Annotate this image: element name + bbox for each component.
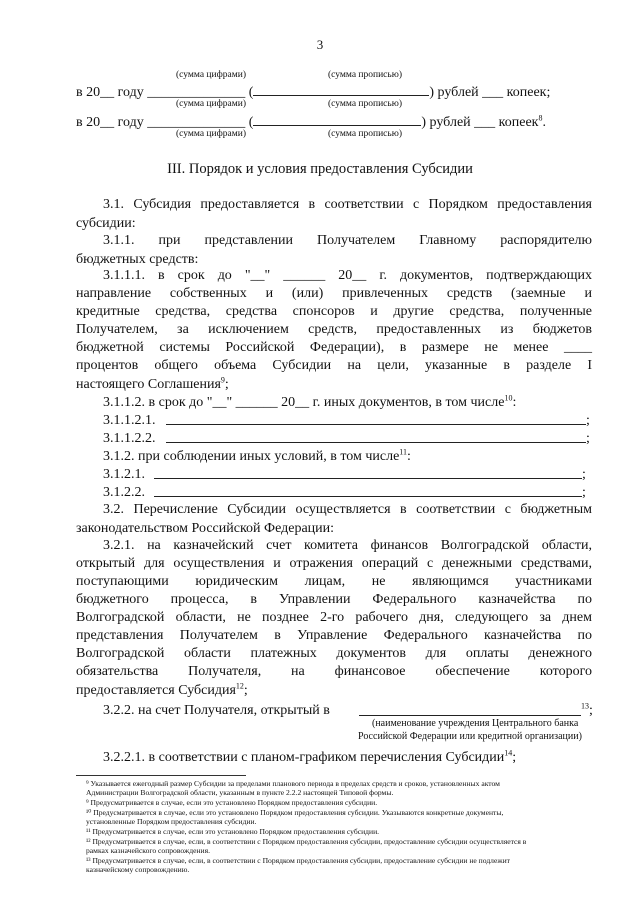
footnote-9b-line-1: ⁹ Предусматривается в случае, если это установлено Порядком предоставления субсидии. [86, 798, 378, 807]
year-row-1-prefix: в 20__ году ______________ ( [76, 85, 254, 100]
page-number: 3 [316, 37, 324, 52]
year-row-2-suffix: ) рублей ___ копеек [421, 115, 539, 130]
p321-line-1: 3.2.1. на казначейский счет комитета финансов Волгоградской области, [103, 538, 592, 553]
p32-line-2: законодательством Российской Федерации: [76, 521, 335, 536]
p321-line-7: Волгоградской области платежных документов для оплаты денежного [76, 646, 592, 661]
p321-line-9 [76, 682, 248, 699]
footnote-11 [86, 827, 379, 836]
caption-sum-digits: (сумма цифрами) [176, 70, 246, 80]
footnote-10 [86, 808, 503, 827]
p312-text: 3.1.2. при соблюдении иных условий, в том числе [103, 449, 400, 464]
footnote-12-line-1: ¹² Предусматривается в случае, если, в соответствии с Порядком предоставления субсидии, предоставление субсидии осуществляется в [86, 837, 527, 846]
footnote-ref-10: 10 [504, 393, 513, 403]
p31-line-1: 3.1. Субсидия предоставляется в соответствии с Порядком предоставления [103, 197, 592, 212]
p3221-end: ; [512, 750, 517, 765]
p321-line-8: обязательства Получателя, на финансовое обеспечение которого [76, 664, 592, 679]
item-3122-semicolon: ; [582, 485, 586, 500]
item-31121-semicolon: ; [586, 413, 590, 428]
footnote-12 [86, 837, 526, 856]
p321-line-6: представления Получателем в Управление Федерального казначейства по [76, 628, 592, 643]
caption-sum-words-3: (сумма прописью) [328, 129, 402, 139]
p3111-end: ; [224, 377, 229, 392]
footnote-10-line-2: установленные Порядком предоставления субсидии. [86, 817, 257, 827]
section-title: III. Порядок и условия предоставления Субсидии [167, 161, 473, 177]
footnote-13 [86, 856, 510, 875]
p322-end: ; [589, 703, 593, 718]
year-row-2-prefix: в 20__ году ______________ ( [76, 115, 254, 130]
p3111-line-7-text: настоящего Соглашения [76, 377, 221, 392]
footnote-11-line-1: ¹¹ Предусматривается в случае, если это установлено Порядком предоставления субсидии. [86, 827, 380, 836]
p3112 [103, 394, 516, 411]
footnote-9a [86, 779, 500, 798]
footnote-ref-11: 11 [399, 447, 407, 457]
p321-line-3: поступающими юридическим лицам, не являющимся участниками [76, 574, 592, 589]
year-row-1-words-blank [253, 83, 429, 96]
p321-line-4: бюджетного процесса, в Управлении Федерального казначейства по [76, 592, 592, 607]
footnote-10-line-1: ¹⁰ Предусматривается в случае, если это установлено Порядком предоставления субсидии. Указываются конкретные документы, [86, 808, 504, 817]
item-3121: 3.1.2.1. [103, 467, 145, 482]
p321-line-5: Волгоградской области, не позднее 2-го рабочего дня, следующего за днем [76, 610, 592, 625]
blank-line-31122 [166, 442, 586, 443]
year-row-2-words-blank [253, 113, 421, 126]
footnote-ref-13: 13 [581, 701, 589, 711]
p3111-line-2: направление собственных и (или) привлеченных средств (заемные и [76, 286, 592, 301]
blank-line-3122 [154, 496, 582, 497]
p32-line-1: 3.2. Перечисление Субсидии осуществляется в соответствии с бюджетным [103, 502, 592, 517]
year-row-2 [76, 113, 546, 131]
item-31122: 3.1.1.2.2. [103, 431, 156, 446]
p3221-text: 3.2.2.1. в соответствии с планом-графиком перечисления Субсидии [103, 750, 505, 765]
p3111-line-1: 3.1.1.1. в срок до "__" ______ 20__ г. документов, подтверждающих [103, 268, 592, 283]
year-row-1 [76, 83, 550, 101]
footnote-ref-14: 14 [504, 748, 513, 758]
p3112-text: 3.1.1.2. в срок до "__" ______ 20__ г. иных документов, в том числе [103, 395, 505, 410]
item-31122-semicolon: ; [586, 431, 590, 446]
footnote-separator [76, 775, 246, 776]
blank-line-3121 [154, 478, 582, 479]
caption-sum-digits-3: (сумма цифрами) [176, 129, 246, 139]
year-row-2-end: . [542, 115, 546, 130]
caption-sum-words: (сумма прописью) [328, 70, 402, 80]
caption-sum-words-2: (сумма прописью) [328, 99, 402, 109]
item-3122: 3.1.2.2. [103, 485, 145, 500]
p3111-line-6: процентов общего объема Субсидии на цели, указанные в разделе I [76, 358, 592, 373]
year-row-1-suffix: ) рублей ___ копеек; [429, 85, 551, 100]
blank-line-bank [359, 715, 581, 716]
p311-line-1: 3.1.1. при представлении Получателем Главному распорядителю [103, 233, 592, 248]
footnote-ref-8: 8 [538, 113, 543, 123]
p322: 3.2.2. на счет Получателя, открытый в [103, 703, 330, 718]
footnote-9a-line-1: ⁹ Указывается ежегодный размер Субсидии за пределами планового периода в пределах средств и сроков, установленных актом [86, 779, 500, 788]
p31-line-2: субсидии: [76, 216, 136, 231]
p312-end: : [407, 449, 411, 464]
footnote-ref-12: 12 [235, 681, 244, 691]
p3111-line-5: бюджетной системы Российской Федерации), в размере не менее ____ [76, 340, 592, 355]
blank-line-31121 [166, 424, 586, 425]
p321-line-9-text: предоставляется Субсидия [76, 683, 236, 698]
caption-sum-digits-2: (сумма цифрами) [176, 99, 246, 109]
item-3121-semicolon: ; [582, 467, 586, 482]
p311-line-2: бюджетных средств: [76, 252, 199, 267]
p3111-line-7 [76, 376, 229, 393]
caption-bank-2: Российской Федерации или кредитной организации) [358, 731, 582, 742]
p3111-line-4: Получателем, за исключением средств, предоставленных из бюджетов [76, 322, 592, 337]
footnote-13-line-2: казначейскому сопровождению. [86, 865, 190, 875]
p321-end: ; [243, 683, 248, 698]
caption-bank-1: (наименование учреждения Центрального банка [372, 718, 579, 729]
p312 [103, 448, 411, 465]
p3111-line-3: кредитные средства, средства спонсоров и другие средства, полученные [76, 304, 592, 319]
footnote-9a-line-2: Администрации Волгоградской области, указанным в пункте 2.2.2 настоящей Типовой формы. [86, 788, 394, 798]
footnote-12-line-2: рамках казначейского сопровождения. [86, 846, 210, 856]
p3221 [103, 749, 516, 766]
p322-tail [581, 702, 593, 719]
p321-line-2: открытый для осуществления и отражения операций с денежными средствами, [76, 556, 592, 571]
item-31121: 3.1.1.2.1. [103, 413, 156, 428]
footnote-ref-9: 9 [220, 375, 225, 385]
footnote-9b [86, 798, 377, 807]
p3112-end: : [512, 395, 517, 410]
footnote-13-line-1: ¹³ Предусматривается в случае, если, в соответствии с Порядком предоставления субсидии, предоставление субсидии не подлежит [86, 856, 510, 865]
